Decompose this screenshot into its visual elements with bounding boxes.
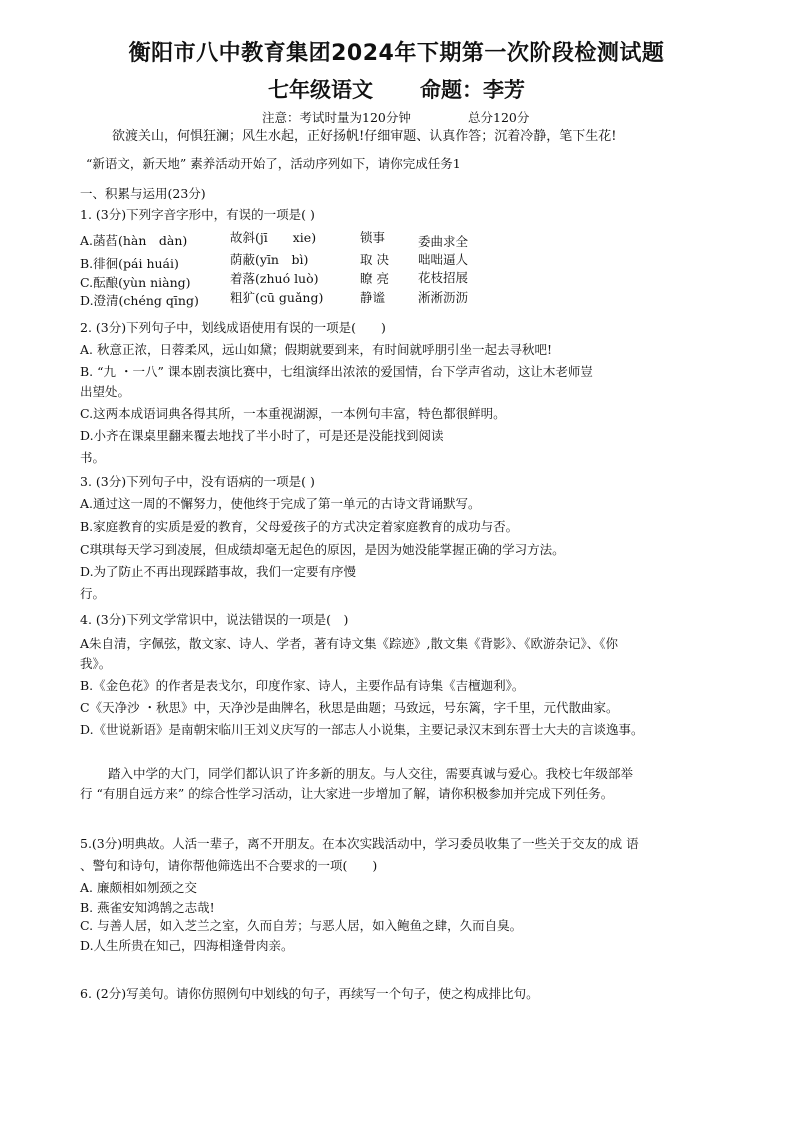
- q4-c: C《天净沙 ・秋思》中，天净沙是曲牌名，秋思是曲题；马致远，号东篱，字千里，元代散曲家。: [80, 700, 619, 715]
- q1-stem: 1. (3分)下列字音字形中，有误的一项是( ): [80, 207, 315, 222]
- q1-d-4: 淅淅沥沥: [418, 290, 469, 305]
- exam-author: 命题：李芳: [420, 78, 525, 102]
- q1-c-4: 花枝招展: [418, 270, 469, 285]
- q5-d: D.人生所贵在知己，四海相逢骨肉亲。: [80, 938, 294, 953]
- q1-d-3: 静谧: [360, 290, 386, 305]
- exam-title: 衡阳市八中教育集团2024年下期第一次阶段检测试题: [128, 41, 665, 66]
- q1-a-2: 故斜(jī xie): [230, 230, 317, 245]
- section-heading: 一、积累与运用(23分): [80, 186, 206, 201]
- q2-d-line2: 书。: [80, 450, 106, 465]
- q1-a-1: A.菡萏(hàn dàn): [80, 233, 188, 248]
- passage-line2: 行 “有朋自远方来” 的综合性学习活动，让大家进一步增加了解，请你积极参加并完成下列任务。: [80, 786, 614, 801]
- q2-b-line1: B. “九 ・一八” 课本剧表演比赛中，七组演绎出浓浓的爱国情，台下学声省动，这让木老师豈: [80, 364, 593, 379]
- time-note: 注意：考试时量为120分钟: [262, 110, 411, 125]
- q5-b: B. 燕雀安知鸿鹄之志哉!: [80, 900, 215, 915]
- q5-stem-line2: 、警句和诗句，请你帮他筛选出不合要求的一项( ): [80, 858, 378, 873]
- q4-d: D.《世说新语》是南朝宋临川王刘义庆写的一部志人小说集，主要记录汉末到东晋士大夫的言谈逸事。: [80, 722, 644, 737]
- q1-d-2: 粗犷(cū guǎng): [230, 290, 324, 305]
- q1-a-4: 委曲求全: [418, 234, 469, 249]
- q1-b-3: 取 决: [360, 252, 389, 267]
- q6-stem: 6. (2分)写美句。请你仿照例句中划线的句子，再续写一个句子，使之构成排比句。: [80, 986, 539, 1001]
- q1-c-1: C.酝酿(yùn niàng): [80, 275, 191, 290]
- q1-d-1: D.澄清(chéng qīng): [80, 293, 199, 308]
- q1-b-1: B.徘徊(pái huái): [80, 256, 179, 271]
- intro: “新语文，新天地” 素养活动开始了，活动序列如下，请你完成任务1: [86, 156, 461, 171]
- motto: 欲渡关山，何惧狂澜；风生水起，正好扬帆!仔细审题、认真作答；沉着冷静，笔下生花!: [112, 129, 617, 144]
- q3-a: A.通过这一周的不懈努力，使他终于完成了第一单元的古诗文背诵默写。: [80, 496, 481, 511]
- q4-stem: 4. (3分)下列文学常识中，说法错误的一项是( ): [80, 612, 349, 627]
- q3-stem: 3. (3分)下列句子中，没有语病的一项是( ): [80, 474, 315, 489]
- q1-b-2: 荫蔽(yīn bì): [230, 252, 309, 267]
- q2-c: C.这两本成语词典各得其所，一本重视湖源，一本例句丰富，特色都很鲜明。: [80, 406, 506, 421]
- q1-c-3: 瞭 亮: [360, 271, 389, 286]
- q3-c: C琪琪每天学习到凌展，但成绩却毫无起色的原因，是因为她没能掌握正确的学习方法。: [80, 542, 565, 557]
- q3-b: B.家庭教育的实质是爱的教育，父母爱孩子的方式决定着家庭教育的成功与否。: [80, 519, 519, 534]
- q2-d-line1: D.小齐在课桌里翻来覆去地找了半小时了，可是还是没能找到阅读: [80, 428, 444, 443]
- q2-a: A. 秋意正浓，日蓉柔风，远山如黛；假期就要到来，有时间就呼朋引坐一起去寻秋吧!: [80, 342, 552, 357]
- q3-d-line1: D.为了防止不再出现踩踏事故，我们一定要有序慢: [80, 564, 357, 579]
- q1-b-4: 咄咄逼人: [418, 252, 469, 267]
- q1-a-3: 锁事: [360, 230, 386, 245]
- q5-stem-line1: 5.(3分)明典故。人活一辈子，离不开朋友。在本次实践活动中，学习委员收集了一些关于交友的成 语: [80, 836, 639, 851]
- exam-subject: 七年级语文: [268, 78, 373, 102]
- q4-a-line1: A朱自清，字佩弦，散文家、诗人、学者，著有诗文集《踪迹》,散文集《背影》、《欧游杂记》、《你: [80, 636, 619, 651]
- q5-a: A. 廉颇相如刎颈之交: [80, 880, 197, 895]
- q4-a-line2: 我》。: [80, 656, 112, 671]
- q1-c-2: 着落(zhuó luò): [230, 271, 319, 286]
- q3-d-line2: 行。: [80, 586, 106, 601]
- passage-line1: 踏入中学的大门，同学们都认识了许多新的朋友。与人交往，需要真诚与爱心。我校七年级部举: [108, 766, 634, 781]
- q2-b-line2: 出望处。: [80, 384, 131, 399]
- q4-b: B.《金色花》的作者是表戈尔，印度作家、诗人，主要作品有诗集《吉檀迦利》。: [80, 678, 525, 693]
- score-note: 总分120分: [468, 110, 530, 125]
- q5-c: C. 与善人居，如入芝兰之室，久而自芳；与恶人居，如入鲍鱼之肆，久而自臭。: [80, 918, 523, 933]
- q2-stem: 2. (3分)下列句子中，划线成语使用有误的一项是( ): [80, 320, 386, 335]
